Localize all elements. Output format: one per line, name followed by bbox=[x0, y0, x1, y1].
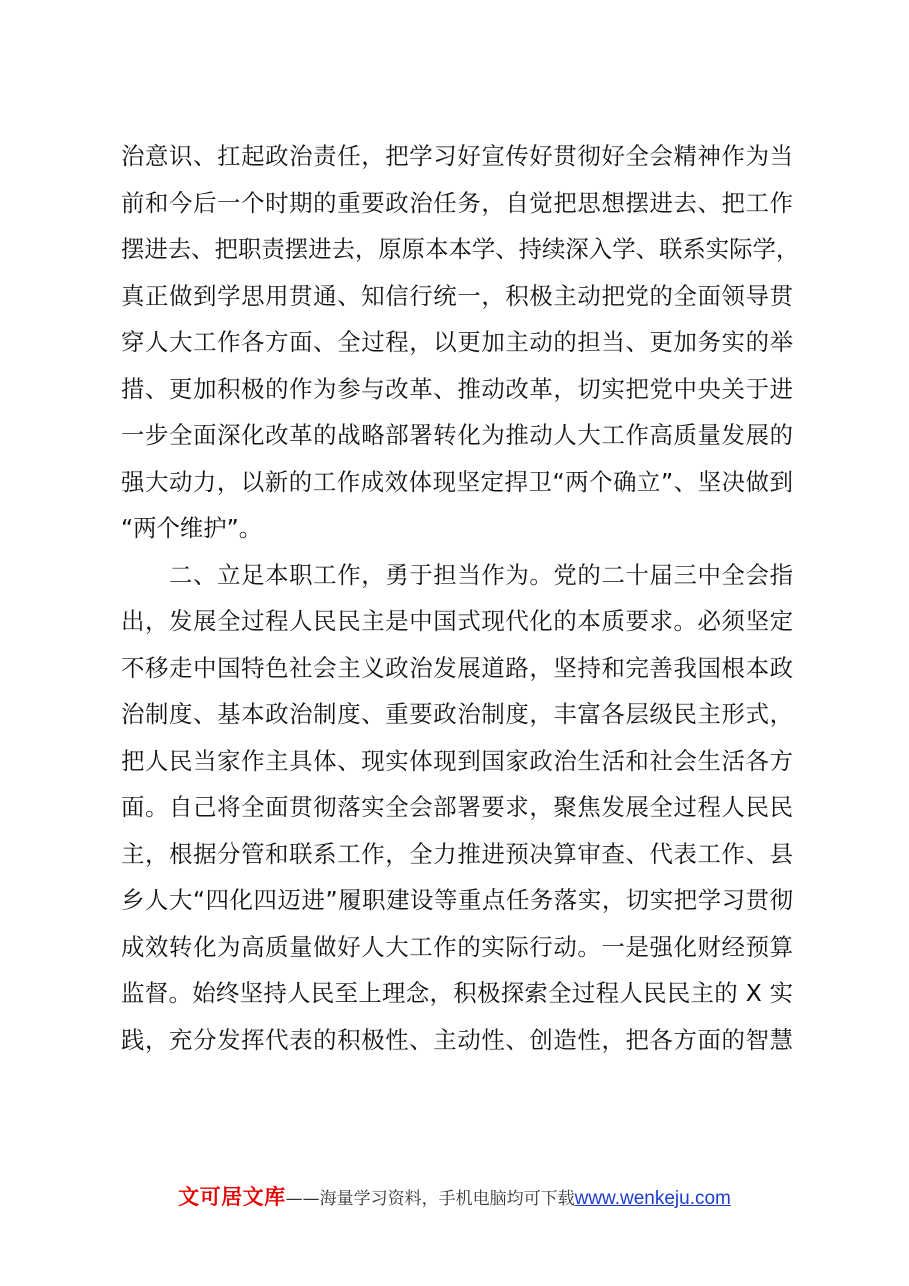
footer-link[interactable]: www.wenkeju.com bbox=[574, 1188, 731, 1209]
paragraph-line: 把人民当家作主具体、现实体现到国家政治生活和社会生活各方 bbox=[121, 746, 793, 775]
paragraph-line: 穿人大工作各方面、全过程，以更加主动的担当、更加务实的举 bbox=[121, 328, 793, 356]
paragraph-line: 践，充分发挥代表的积极性、主动性、创造性，把各方面的智慧 bbox=[121, 1025, 793, 1054]
paragraph-line: 前和今后一个时期的重要政治任务，自觉把思想摆进去、把工作 bbox=[121, 188, 793, 217]
paragraph-line: 强大动力，以新的工作成效体现坚定捍卫“两个确立”、坚决做到 bbox=[121, 467, 793, 496]
paragraph-line: 监督。始终坚持人民至上理念，积极探索全过程人民民主的 X 实 bbox=[121, 979, 793, 1007]
paragraph-line: 出，发展全过程人民民主是中国式现代化的本质要求。必须坚定 bbox=[121, 607, 793, 635]
paragraph-line: 二、立足本职工作，勇于担当作为。党的二十届三中全会指 bbox=[121, 560, 793, 589]
footer-tagline: ——海量学习资料，手机电脑均可下载 bbox=[285, 1189, 575, 1209]
paragraph-line: 真正做到学思用贯通、知信行统一，积极主动把党的全面领导贯 bbox=[121, 281, 793, 310]
footer-watermark bbox=[0, 1181, 909, 1211]
paragraph-line: 治制度、基本政治制度、重要政治制度，丰富各层级民主形式， bbox=[121, 700, 793, 728]
document-body bbox=[121, 133, 800, 1063]
paragraph-line: 主，根据分管和联系工作，全力推进预决算审查、代表工作、县 bbox=[121, 839, 793, 868]
footer-brand: 文可居文库 bbox=[178, 1185, 286, 1209]
paragraph-line: 措、更加积极的作为参与改革、推动改革，切实把党中央关于进 bbox=[121, 374, 793, 403]
paragraph-line: 成效转化为高质量做好人大工作的实际行动。一是强化财经预算 bbox=[121, 932, 793, 961]
paragraph-line: “两个维护”。 bbox=[121, 514, 263, 542]
paragraph-line: 不移走中国特色社会主义政治发展道路，坚持和完善我国根本政 bbox=[121, 653, 793, 682]
paragraph-line: 一步全面深化改革的战略部署转化为推动人大工作高质量发展的 bbox=[121, 421, 793, 449]
paragraph-1 bbox=[121, 133, 800, 552]
paragraph-2 bbox=[121, 552, 793, 1064]
paragraph-line: 摆进去、把职责摆进去，原原本本学、持续深入学、联系实际学， bbox=[121, 235, 800, 263]
paragraph-line: 乡人大“四化四迈进”履职建设等重点任务落实，切实把学习贯彻 bbox=[121, 886, 793, 914]
paragraph-line: 面。自己将全面贯彻落实全会部署要求，聚焦发展全过程人民民 bbox=[121, 793, 793, 821]
paragraph-line: 治意识、扛起政治责任，把学习好宣传好贯彻好全会精神作为当 bbox=[121, 142, 793, 170]
